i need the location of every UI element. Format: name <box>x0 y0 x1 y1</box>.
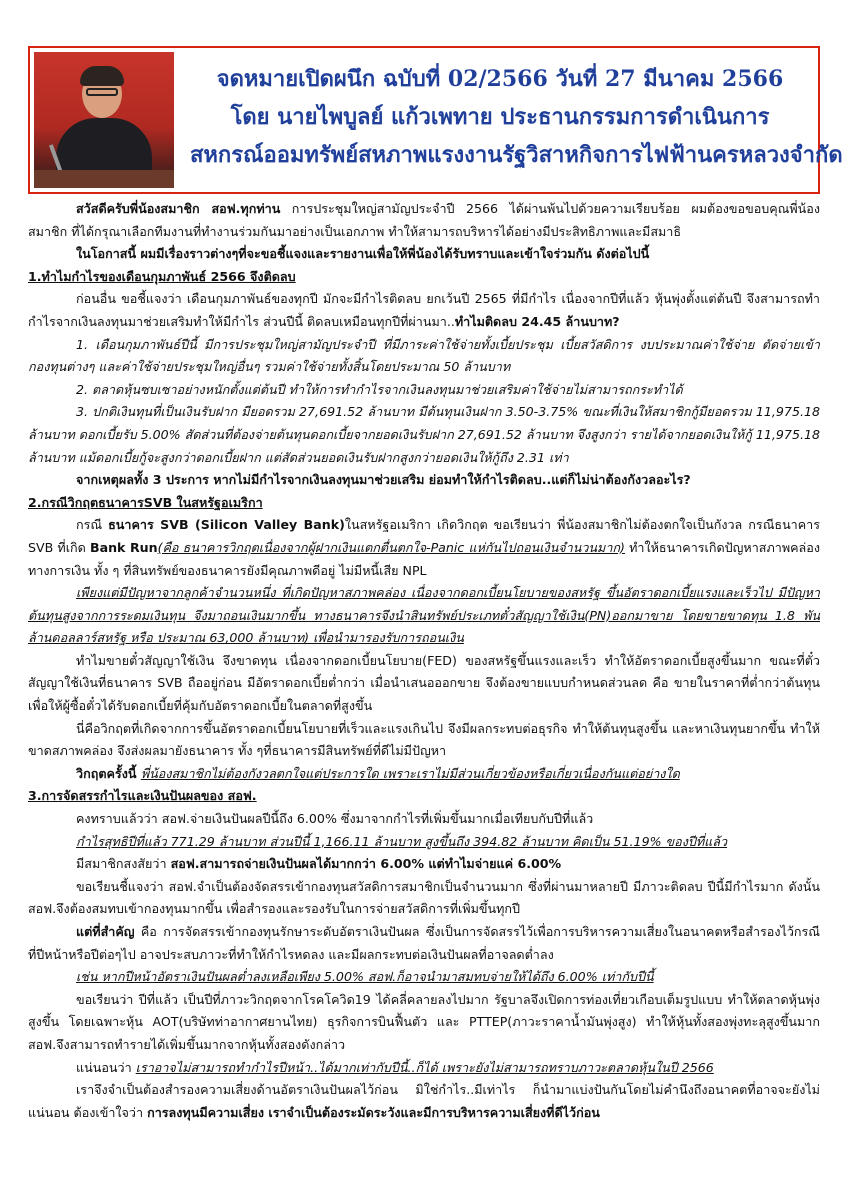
section-heading-2: 2.กรณีวิกฤตธนาคารSVB ในสหรัฐอเมริกา <box>28 494 263 510</box>
header-title-line2: โดย นายไพบูลย์ แก้วเพทาย ประธานกรรมการดำเนินการ <box>230 104 770 130</box>
section1-item-2: 2. ตลาดหุ้นซบเซาอย่างหนักตั้งแต่ต้นปี ทำให้การทำกำไรจากเงินลงทุนมาช่วยเสริมค่าใช้จ่ายไม่สามารถกระทำได้ <box>76 381 683 397</box>
section-heading-3: 3.การจัดสรรกำไรและเงินปันผลของ สอฟ. <box>28 788 257 804</box>
section2-paragraph-2: เพียงแต่มีปัญหาจากลูกค้าจำนวนหนึ่ง ที่เกิดปัญหาสภาพคล่อง เนื่องจากดอกเบี้ยนโยบายของสหรัฐ ขึ้นอัตราดอกเบี้ยแรงและเร็วไป มีปัญหาต้นทุนสูงจากการระดมเงินทุน จึงมาถอนเงินมากขึ้น ทางธนาคารจึงนำสินทรัพย์ประเภทตั๋วสัญญาใช้เงิน(PN)ออกมาขาย โดยขายขาดทุน 1.8 พันล้านดอลลาร์สหรัฐ หรือ ประมาณ 63,000 ล้านบาท) เพื่อนำมารองรับการถอนเงิน <box>28 585 820 646</box>
chairman-photo <box>34 52 174 188</box>
section2-paragraph-5: วิกฤตครั้งนี้ พี่น้องสมาชิกไม่ต้องกังวลตกใจแต่ประการใด เพราะเราไม่มีส่วนเกี่ยวข้องหรือเกี่ยวเนื่องกันแต่อย่างใด <box>76 765 680 781</box>
letter-header <box>28 46 843 194</box>
header-title-line3: สหกรณ์ออมทรัพย์สหภาพแรงงานรัฐวิสาหกิจการไฟฟ้านครหลวงจำกัด <box>190 142 843 168</box>
greeting: สวัสดีครับพี่น้องสมาชิก สอฟ.ทุกท่าน <box>76 201 281 216</box>
section1-item-3: 3. ปกติเงินทุนที่เป็นเงินรับฝาก มียอดรวม 27,691.52 ล้านบาท มีต้นทุนเงินฝาก 3.50-3.75% ขณะที่เงินให้สมาชิกกู้มียอดรวม 11,975.18 ล้านบาท ดอกเบี้ยรับ 5.00% สัดส่วนที่ต้องจ่ายต้นทุนดอกเบี้ยจากยอดเงินรับฝาก 27,691.52 ล้านบาท จึงสูงกว่า รายได้จากยอดเงินให้กู้ 11,975.18 ล้านบาท แม้ดอกเบี้ยกู้จะสูงกว่าดอกเบี้ยฝาก แต่สัดส่วนยอดเงินรับฝากสูงกว่ายอดเงินให้กู้ถึง 2.31 เท่า <box>28 404 820 465</box>
section2-paragraph-1: กรณี ธนาคาร SVB (Silicon Valley Bank)ในสหรัฐอเมริกา เกิดวิกฤต ขอเรียนว่า พี่น้องสมาชิกไม่ต้องตกใจเป็นกังวล กรณีธนาคาร SVB ที่เกิด Bank Run(คือ ธนาคารวิกฤตเนื่องจากผู้ฝากเงินแตกตื่นตกใจ-Panic แห่กันไปถอนเงินจำนวนมาก) ทำให้ธนาคารเกิดปัญหาสภาพคล่องทางการเงิน ทั้ง ๆ ที่สินทรัพย์ของธนาคารยังมีคุณภาพดีอยู่ ไม่มีหนี้เสีย NPL <box>28 517 821 578</box>
intro-paragraph-2: ในโอกาสนี้ ผมมีเรื่องราวต่างๆที่จะขอชี้แจงและรายงานเพื่อให้พี่น้องได้รับทราบและเข้าใจร่วมกัน ดังต่อไปนี้ <box>76 246 650 262</box>
section3-paragraph-2: กำไรสุทธิปีที่แล้ว 771.29 ล้านบาท ส่วนปีนี้ 1,166.11 ล้านบาท สูงขึ้นถึง 394.82 ล้านบาท คิดเป็น 51.19% ของปีที่แล้ว <box>76 833 728 849</box>
section-heading-1: 1.ทำไมกำไรของเดือนกุมภาพันธ์ 2566 จึงติดลบ <box>28 268 296 284</box>
header-title-line1: จดหมายเปิดผนึก ฉบับที่ 02/2566 วันที่ 27 มีนาคม 2566 <box>216 66 784 92</box>
section1-item-1: 1. เดือนกุมภาพันธ์ปีนี้ มีการประชุมใหญ่สามัญประจำปี ที่มีภาระค่าใช้จ่ายทั้งเบี้ยประชุม เบี้ยสวัสดิการ งบประมาณค่าใช้จ่าย ตัดจ่ายเข้ากองทุนต่างๆ และค่าใช้จ่ายประชุมใหญ่อื่นๆ รวมค่าใช้จ่ายทั้งสิ้นโดยประมาณ 50 ล้านบาท <box>28 336 820 375</box>
section2-paragraph-4: นี่คือวิกฤตที่เกิดจากการขึ้นอัตราดอกเบี้ยนโยบายที่เร็วและแรงเกินไป จึงมีผลกระทบต่อธุรกิจ ทำให้ต้นทุนสูงขึ้น และหาเงินทุนยากขึ้น ทำให้ขาดสภาพคล่อง จึงส่งผลมายังธนาคาร ทั้ง ๆที่ธนาคารมีสินทรัพย์ที่ดีไม่มีปัญหา <box>28 720 820 759</box>
section3-paragraph-9: เราจึงจำเป็นต้องสำรองความเสี่ยงด้านอัตราเงินปันผลไว้ก่อน มิใช่กำไร..มีเท่าไร ก็นำมาแบ่งปันกันโดยไม่คำนึงถึงอนาคตที่อาจจะยังไม่แน่นอน ต้องเข้าใจว่า การลงทุนมีความเสี่ยง เราจำเป็นต้องระมัดระวังและมีการบริหารความเสี่ยงที่ดีไว้ก่อน <box>28 1082 820 1120</box>
section3-paragraph-8: แน่นอนว่า เราอาจไม่สามารถทำกำไรปีหน้า..ได้มากเท่ากับปีนี้..ก็ได้ เพราะยังไม่สามารถทราบภาวะตลาดหุ้นในปี 2566 <box>76 1059 714 1075</box>
section3-paragraph-7: ขอเรียนว่า ปีที่แล้ว เป็นปีที่ภาวะวิกฤตจากโรคโควิด19 ได้คลี่คลายลงไปมาก รัฐบาลจึงเปิดการท่องเที่ยวเกือบเต็มรูปแบบ ทำให้ตลาดหุ้นพุ่งสูงขึ้น โดยเฉพาะหุ้น AOT(บริษัทท่าอากาศยานไทย) ธุรกิจการบินฟื้นตัว และ PTTEP(ภาวะราคาน้ำมันพุ่งสูง) ทำให้หุ้นทั้งสองพุ่งทะลุสูงขึ้นมาก สอฟ.จึงสามารถทำรายได้เพิ่มขึ้นมากจากหุ้นทั้งสองดังกล่าว <box>28 991 820 1052</box>
section3-paragraph-3: มีสมาชิกสงสัยว่า สอฟ.สามารถจ่ายเงินปันผลได้มากกว่า 6.00% แต่ทำไมจ่ายแค่ 6.00% <box>76 856 562 872</box>
section1-conclusion: จากเหตุผลทั้ง 3 ประการ หากไม่มีกำไรจากเงินลงทุนมาช่วยเสริม ย่อมทำให้กำไรติดลบ..แต่ก็ไม่น่าต้องกังวลอะไร? <box>76 472 691 488</box>
section3-paragraph-5: แต่ที่สำคัญ คือ การจัดสรรเข้ากองทุนรักษาระดับอัตราเงินปันผล ซึ่งเป็นการจัดสรรไว้เพื่อการบริหารความเสี่ยงในอนาคตหรือสำรองไว้กรณีที่ปีหน้าหรือปีต่อๆไป อาจประสบภาวะที่ทำให้กำไรหดลง และมีผลกระทบต่อเงินปันผลที่อาจลดต่ำลง <box>28 924 820 962</box>
letter-body <box>28 198 820 1124</box>
intro-paragraph: สวัสดีครับพี่น้องสมาชิก สอฟ.ทุกท่าน การประชุมใหญ่สามัญประจำปี 2566 ได้ผ่านพ้นไปด้วยความเรียบร้อย ผมต้องขอขอบคุณพี่น้องสมาชิก ที่ได้กรุณาเลือกทีมงานที่ทำงานร่วมกันมาอย่างเป็นเอกภาพ ทำให้สามารถบริหารได้อย่างมีประสิทธิภาพและมีสมาธิ <box>28 201 820 239</box>
section3-paragraph-4: ขอเรียนชี้แจงว่า สอฟ.จำเป็นต้องจัดสรรเข้ากองทุนสวัสดิการสมาชิกเป็นจำนวนมาก ซึ่งที่ผ่านมาหลายปี มีภาวะติดลบ ปีนี้มีกำไรมาก ดังนั้น สอฟ.จึงต้องสมทบเข้ากองทุนมากขึ้น เพื่อสำรองและรองรับในการจ่ายสวัสดิการที่เพิ่มขึ้นทุกปี <box>28 878 820 917</box>
section3-paragraph-6: เช่น หากปีหน้าอัตราเงินปันผลต่ำลงเหลือเพียง 5.00% สอฟ.ก็อาจนำมาสมทบจ่ายให้ได้ถึง 6.00% เท่ากับปีนี้ <box>76 969 654 985</box>
section3-paragraph-1: คงทราบแล้วว่า สอฟ.จ่ายเงินปันผลปีนี้ถึง 6.00% ซึ่งมาจากกำไรที่เพิ่มขึ้นมากเมื่อเทียบกับปีที่แล้ว <box>76 811 594 827</box>
section2-paragraph-3: ทำไมขายตั๋วสัญญาใช้เงิน จึงขาดทุน เนื่องจากดอกเบี้ยนโยบาย(FED) ของสหรัฐขึ้นแรงและเร็ว ทำให้อัตราดอกเบี้ยสูงขึ้นมาก ขณะที่ตั๋วสัญญาใช้เงินที่ธนาคาร SVB ถืออยู่ก่อน มีอัตราดอกเบี้ยต่ำกว่า เมื่อนำเสนอออกขาย จึงต้องขายแบบกำหนดส่วนลด คือ ขายในราคาที่ต่ำกว่าต้นทุน เพื่อให้ผู้ซื้อตั๋วได้รับดอกเบี้ยที่คุ้มกับอัตราดอกเบี้ยในตลาดที่สูงขึ้น <box>28 652 820 714</box>
section1-paragraph: ก่อนอื่น ขอชี้แจงว่า เดือนกุมภาพันธ์ของทุกปี มักจะมีกำไรติดลบ ยกเว้นปี 2565 ที่มีกำไร เนื่องจากปีที่แล้ว หุ้นพุ่งตั้งแต่ต้นปี จึงสามารถทำกำไรจากเงินลงทุนมาช่วยเสริมทำให้มีกำไร ส่วนปีนี้ ติดลบเหมือนทุกปีที่ผ่านมา..ทำไมติดลบ 24.45 ล้านบาท? <box>28 291 820 329</box>
